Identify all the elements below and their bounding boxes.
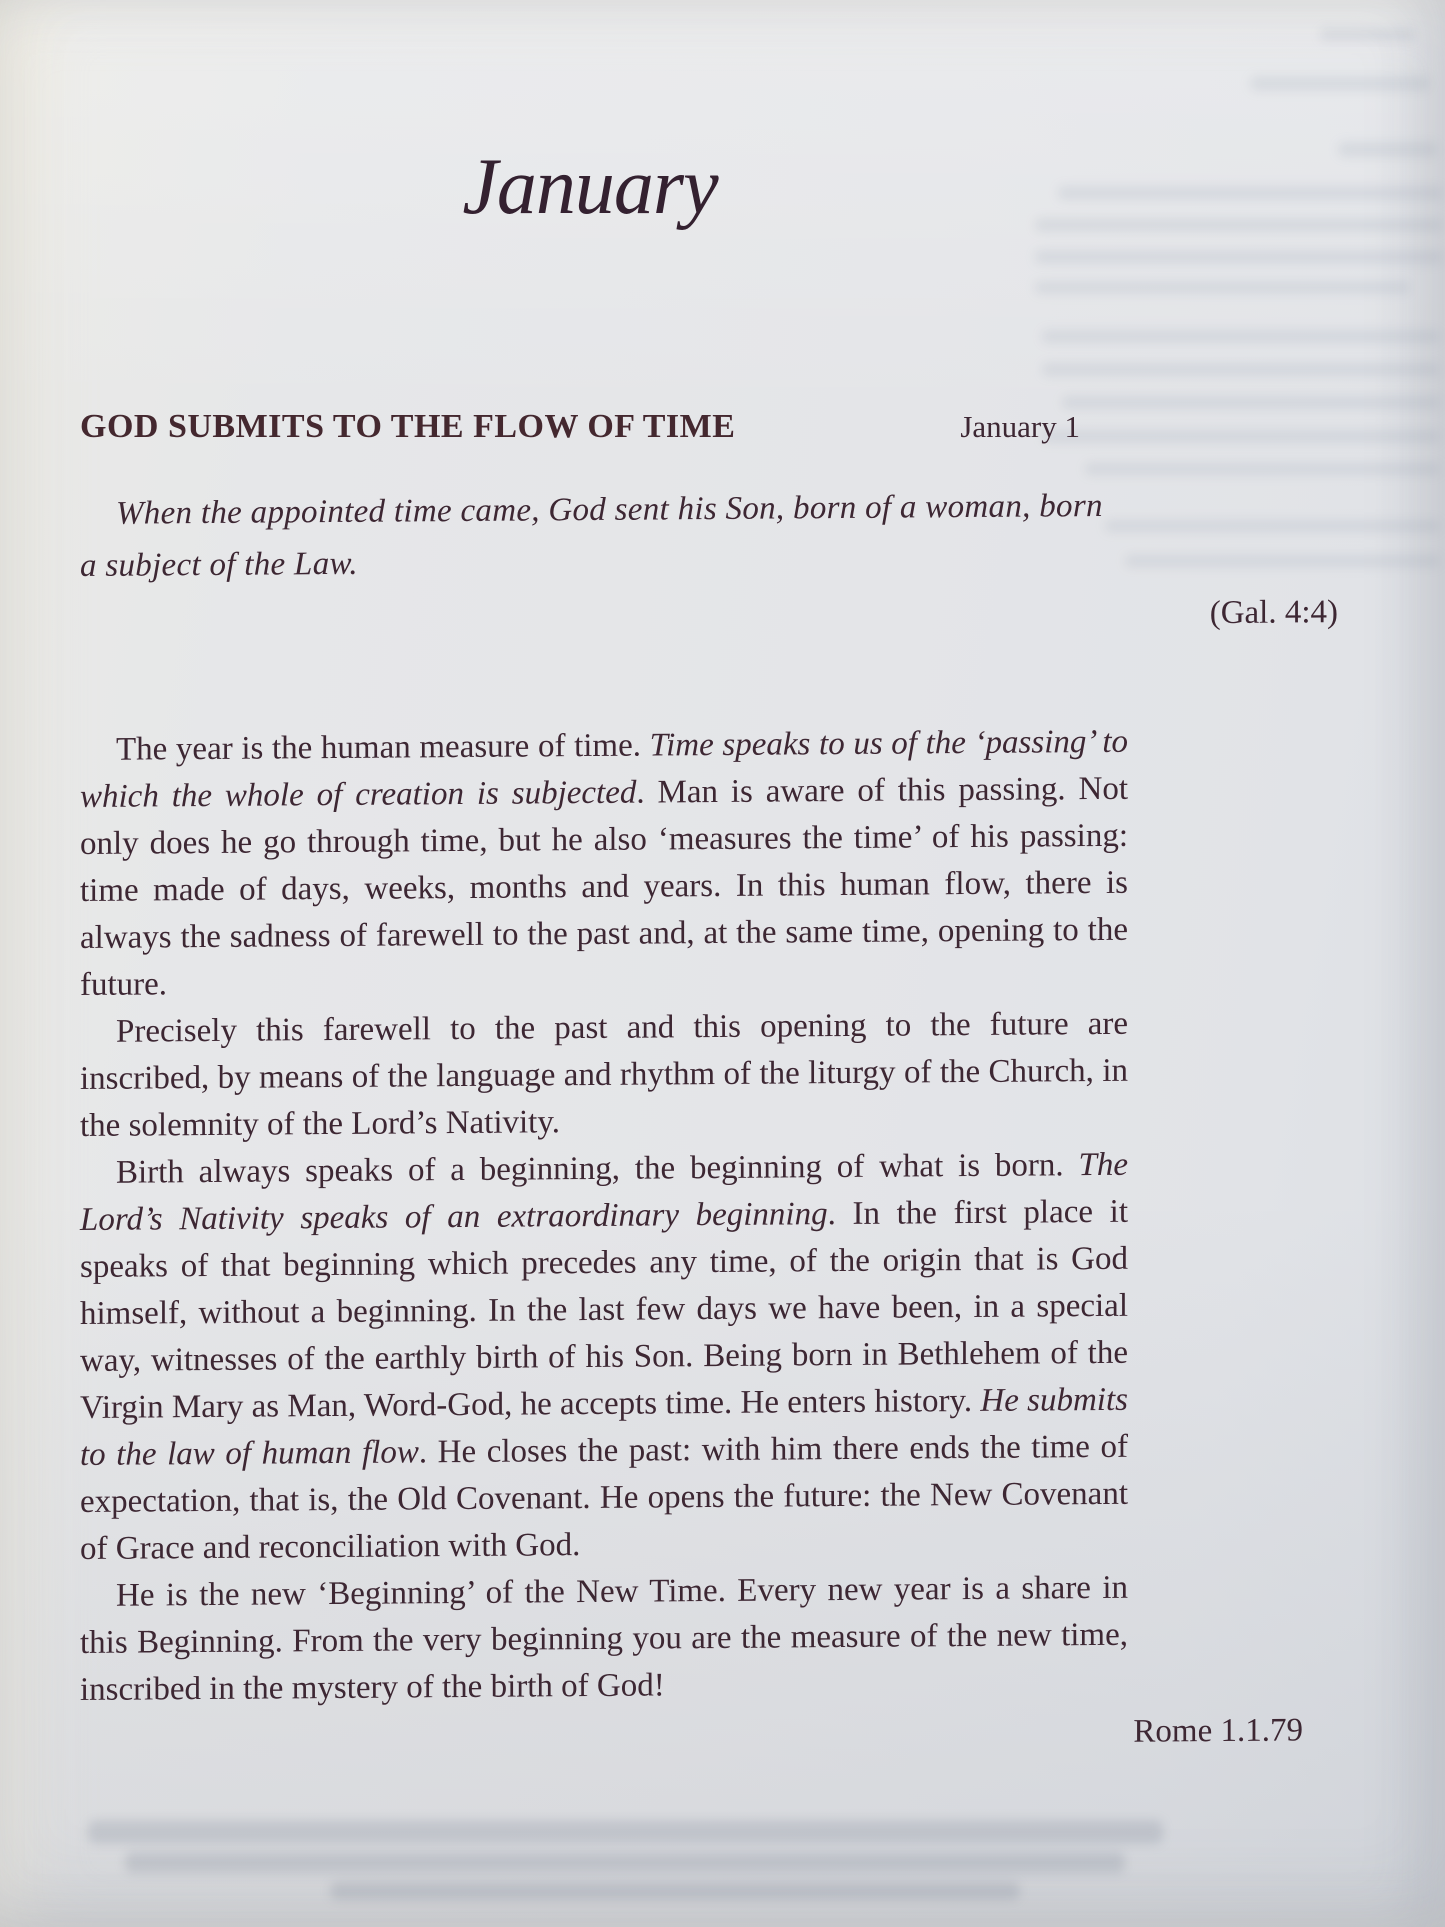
bleed-through-smudge	[1250, 76, 1430, 91]
bleed-through-smudge	[1035, 281, 1410, 294]
body-paragraph: Birth always speaks of a beginning, the beginning of what is born. The Lord’s Nativity speaks of an extraordinary beginning. In the first place it speaks of that beginning which precedes any time, of the origin that is God himself, without a beginning. In the last few days we have been, in a special way, witnesses of the earthly birth of his Son. Being born in Bethlehem of the Virgin Mary as Man, Word-God, he accepts time. He enters history. He submits to the law of human flow. He closes the past: with him there ends the time of expectation, that is, the Old Covenant. He opens the future: the New Covenant of Grace and reconciliation with God.	[80, 1146, 1128, 1567]
bleed-through-smudge	[1125, 555, 1440, 567]
body-paragraph: The year is the human measure of time. Time speaks to us of the ‘passing’ to which the whole of creation is subjected. Man is aware of this passing. Not only does he go through time, but he also ‘measures the time’ of his passing: time made of days, weeks, months and years. In this human flow, there is always the sadness of farewell to the past and, at the same time, opening to the future.	[80, 723, 1129, 1003]
bleed-through-smudge	[1338, 142, 1438, 157]
bleed-through-smudge	[1320, 28, 1415, 41]
entry-date-label: January 1	[960, 409, 1080, 444]
bleed-through-smudge	[1042, 363, 1440, 376]
bleed-through-smudge	[1042, 430, 1440, 443]
bleed-through-smudge	[1085, 463, 1440, 475]
bleed-through-smudge	[1042, 330, 1440, 343]
entry-heading: GOD SUBMITS TO THE FLOW OF TIME	[80, 408, 736, 445]
entry-header	[80, 408, 1080, 446]
scripture-reference: (Gal. 4:4)	[1209, 594, 1338, 632]
bleed-through-smudge	[125, 1852, 1125, 1873]
entry-content	[80, 480, 1338, 1763]
bleed-through-smudge	[1035, 250, 1443, 264]
bleed-through-smudge	[1105, 520, 1440, 532]
bleed-through-smudge	[1062, 396, 1440, 409]
entry-body	[80, 719, 1128, 1714]
bleed-through-smudge	[330, 1882, 1020, 1900]
month-title: January	[462, 143, 718, 231]
bleed-through-smudge	[88, 1820, 1163, 1844]
scripture-quote: When the appointed time came, God sent his Son, born of a woman, born a subject of the Law.	[80, 487, 1103, 584]
entry-signature: Rome 1.1.79	[1133, 1712, 1303, 1750]
body-paragraph: Precisely this farewell to the past and this opening to the future are inscribed, by means of the language and rhythm of the liturgy of the Church, in the solemnity of the Lord’s Nativity.	[80, 1005, 1128, 1144]
body-paragraph: He is the new ‘Beginning’ of the New Time. Every new year is a share in this Beginning. From the very beginning you are the measure of the new time, inscribed in the mystery of the birth of God!	[80, 1569, 1128, 1708]
